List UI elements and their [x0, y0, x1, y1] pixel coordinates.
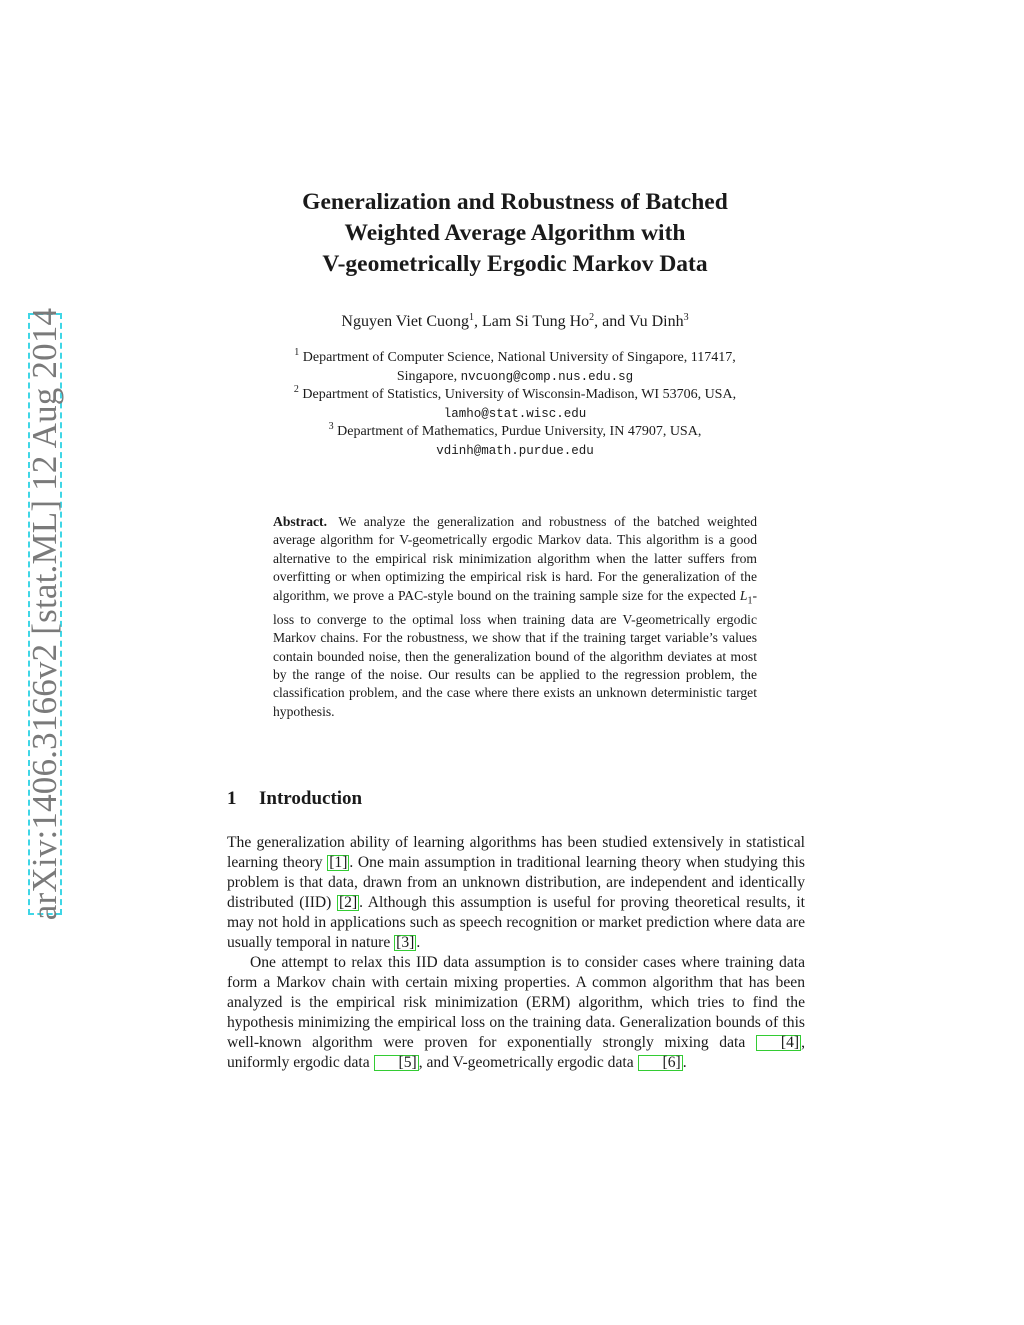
affiliations	[215, 349, 815, 460]
introduction-body	[227, 833, 805, 1073]
author-1-affil: 1	[469, 312, 475, 323]
paragraph-1	[227, 833, 805, 953]
citation-link[interactable]: [4]	[756, 1035, 801, 1051]
paragraph-2-text-a: One attempt to relax this IID data assumption is to consider cases where training data form a Markov chain with certain mixing properties. A common algorithm that has been analyzed is the empirical risk minimization (ERM) algorithm, which tries to find the hypothesis minimizing the empirical loss on the training data. Generalization bounds of this well-known algorithm were proven for exponentially strongly mixing data	[227, 954, 805, 1051]
paragraph-1-text-a: The generalization ability of learning algorithms has been studied extensively in statistical learning theory	[227, 834, 805, 871]
author-sep-1: ,	[474, 313, 483, 330]
author-2: Lam Si Tung Ho	[482, 313, 590, 330]
paragraph-1-text-c: . Although this assumption is useful for proving theoretical results, it may not hold in applications such as speech recognition or market prediction where data are usually temporal in nature	[227, 894, 805, 951]
citation-link[interactable]: [1]	[329, 854, 348, 871]
paragraph-2-text-b: , uniformly ergodic data	[227, 1034, 805, 1071]
arxiv-id-text: arXiv:1406.3166v2 [stat.ML] 12 Aug 2014	[25, 307, 65, 921]
paragraph-2-text-d: .	[682, 1054, 687, 1071]
abstract-label: Abstract.	[273, 514, 327, 529]
affiliation-1-continued	[215, 368, 815, 387]
title-line-3: V-geometrically Ergodic Markov Data	[322, 251, 708, 277]
paragraph-2	[227, 953, 805, 1073]
affiliation-3-number: 3	[328, 421, 334, 432]
paragraph-1-text-b: . One main assumption in traditional learning theory when studying this problem is that data, drawn from an unknown distribution, are independent and identically distributed (IID)	[227, 854, 805, 911]
title-line-2: Weighted Average Algorithm with	[344, 220, 686, 246]
paragraph-2-text-c: , and V-geometrically ergodic data	[418, 1054, 638, 1071]
author-3: Vu Dinh	[628, 313, 684, 330]
title-line-1: Generalization and Robustness of Batched	[302, 189, 728, 215]
abstract-text-b: -loss to converge to the optimal loss when training data are V-geometrically ergodic Markov chains. For the robustness, we show that if the training target variable’s values contain bounded noise, then the generalization bound of the algorithm deviates at most by the range of the noise. Our results can be applied to the regression problem, the classification problem, and the case where there exists an unknown deterministic target hypothesis.	[273, 587, 757, 719]
affiliation-3-email-line	[215, 442, 815, 461]
paper-title	[215, 187, 815, 280]
arxiv-identifier-stamp	[25, 307, 65, 921]
affiliation-2-number: 2	[293, 384, 299, 395]
affiliation-3-text: Department of Mathematics, Purdue University, IN 47907, USA,	[337, 424, 702, 439]
abstract	[273, 513, 757, 721]
abstract-math-sub: 1	[747, 595, 753, 607]
section-heading	[227, 788, 362, 810]
affiliation-2-email[interactable]: lamho@stat.wisc.edu	[443, 406, 587, 421]
section-number: 1	[227, 788, 237, 809]
affiliation-2	[215, 386, 815, 405]
affiliation-1-email[interactable]: nvcuong@comp.nus.edu.sg	[460, 369, 634, 384]
section-title: Introduction	[259, 788, 363, 809]
author-1: Nguyen Viet Cuong	[341, 313, 470, 330]
paragraph-1-text-d: .	[416, 934, 421, 951]
affiliation-1-text: Department of Computer Science, National University of Singapore, 117417,	[302, 350, 736, 365]
affiliation-3-email[interactable]: vdinh@math.purdue.edu	[436, 443, 594, 458]
citation-link[interactable]: [5]	[374, 1055, 419, 1071]
abstract-text-a: We analyze the generalization and robustness of the batched weighted average algorithm for V-geometrically ergodic Markov data. This algorithm is a good alternative to the empirical risk minimization algorithm when the latter suffers from overfitting or when optimizing the empirical risk is hard. For the generalization of the algorithm, we prove a PAC-style bound on the training sample size for the expected	[273, 514, 757, 603]
author-list	[215, 313, 815, 331]
affiliation-1-number: 1	[294, 347, 300, 358]
affiliation-2-email-line	[215, 405, 815, 424]
abstract-math-l: L	[739, 587, 748, 603]
affiliation-2-text: Department of Statistics, University of Wisconsin-Madison, WI 53706, USA,	[302, 387, 737, 402]
citation-link[interactable]: [6]	[638, 1055, 683, 1071]
affiliation-1-cont: Singapore,	[396, 368, 461, 384]
author-3-affil: 3	[683, 312, 689, 323]
affiliation-1	[215, 349, 815, 368]
author-2-affil: 2	[589, 312, 595, 323]
citation-link[interactable]: [3]	[396, 934, 415, 951]
citation-link[interactable]: [2]	[338, 894, 358, 911]
affiliation-3	[215, 423, 815, 442]
author-sep-2: , and	[594, 313, 629, 330]
